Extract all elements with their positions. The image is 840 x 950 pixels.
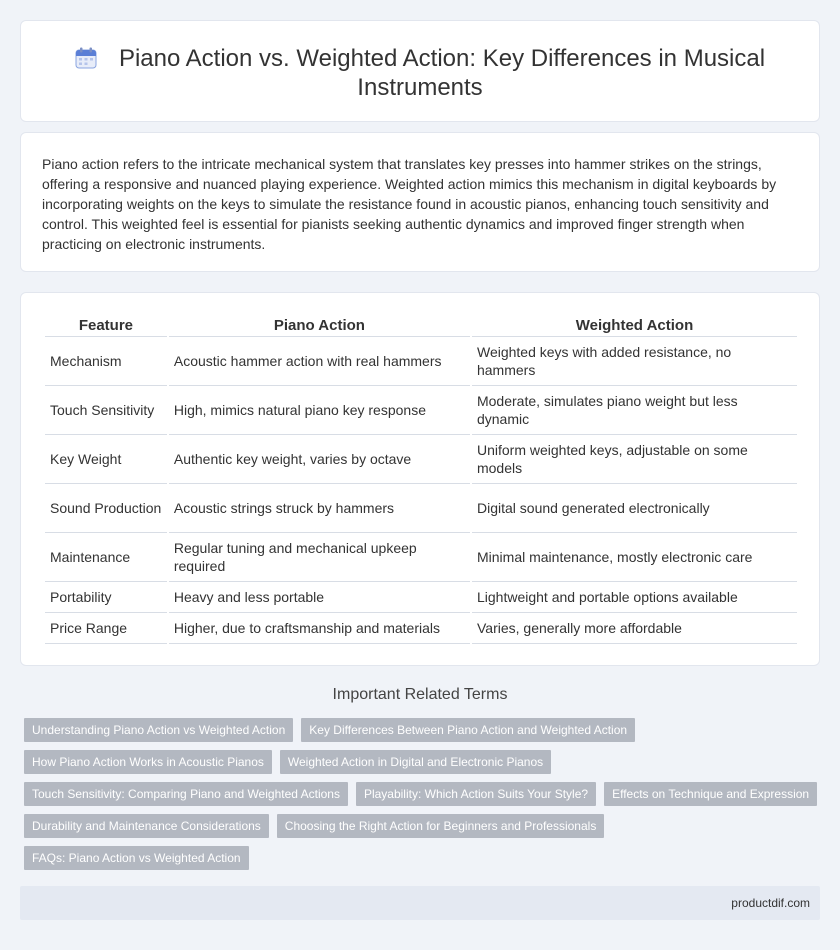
weighted-action-cell: Moderate, simulates piano weight but less dynamic [472,386,797,435]
weighted-action-cell: Varies, generally more affordable [472,613,797,644]
feature-cell: Key Weight [45,435,167,484]
feature-cell: Touch Sensitivity [45,386,167,435]
related-term-link[interactable]: FAQs: Piano Action vs Weighted Action [24,846,249,870]
related-term-link[interactable]: Understanding Piano Action vs Weighted Action [24,718,293,742]
piano-action-cell: Heavy and less portable [169,582,470,613]
table-row [45,533,797,582]
footer [20,886,820,920]
related-term-link[interactable]: Durability and Maintenance Considerations [24,814,269,838]
feature-cell: Price Range [45,613,167,644]
table-header-row [45,315,797,337]
piano-action-cell: High, mimics natural piano key response [169,386,470,435]
feature-cell: Portability [45,582,167,613]
related-term-link[interactable]: Choosing the Right Action for Beginners and Professionals [277,814,605,838]
related-terms-row [20,718,820,742]
table-row [45,613,797,644]
related-terms-row [20,782,820,806]
feature-cell: Maintenance [45,533,167,582]
weighted-action-cell: Lightweight and portable options available [472,582,797,613]
piano-action-cell: Acoustic hammer action with real hammers [169,337,470,386]
header-card [20,20,820,122]
related-terms-title: Important Related Terms [332,686,508,703]
footer-site-link[interactable]: productdif.com [731,896,810,910]
related-term-link[interactable]: Weighted Action in Digital and Electronic Pianos [280,750,551,774]
related-terms-row [20,814,820,838]
header-piano-action: Piano Action [169,315,470,337]
header-feature: Feature [45,315,167,337]
comparison-table-card [20,292,820,666]
weighted-action-cell: Uniform weighted keys, adjustable on some models [472,435,797,484]
intro-paragraph: Piano action refers to the intricate mechanical system that translates key presses into hammer strikes on the strings, offering a responsive and nuanced playing experience. Weighted action mimics this mechanism in digital keyboards by incorporating weights on the keys to simulate the resistance found in acoustic pianos, enhancing touch sensitivity and control. This weighted feel is essential for pianists seeking authentic dynamics and improved finger strength when practicing on electronic instruments. [42,156,777,252]
table-row [45,337,797,386]
related-term-link[interactable]: How Piano Action Works in Acoustic Pianos [24,750,272,774]
piano-action-cell: Regular tuning and mechanical upkeep required [169,533,470,582]
table-row [45,484,797,533]
table-row [45,582,797,613]
piano-action-cell: Acoustic strings struck by hammers [169,484,470,533]
comparison-table [43,315,799,644]
header-weighted-action: Weighted Action [472,315,797,337]
calendar-icon [75,47,97,69]
related-term-link[interactable]: Effects on Technique and Expression [604,782,817,806]
feature-cell: Sound Production [45,484,167,533]
related-terms-list [20,718,820,878]
weighted-action-cell: Minimal maintenance, mostly electronic care [472,533,797,582]
related-terms-row [20,750,820,774]
table-row [45,386,797,435]
related-term-link[interactable]: Touch Sensitivity: Comparing Piano and Weighted Actions [24,782,348,806]
related-term-link[interactable]: Playability: Which Action Suits Your Style? [356,782,596,806]
weighted-action-cell: Digital sound generated electronically [472,484,797,533]
related-terms-row [20,846,820,870]
related-term-link[interactable]: Key Differences Between Piano Action and Weighted Action [301,718,635,742]
piano-action-cell: Higher, due to craftsmanship and materials [169,613,470,644]
page-title: Piano Action vs. Weighted Action: Key Differences in Musical Instruments [118,45,766,101]
intro-card [20,132,820,272]
table-row [45,435,797,484]
feature-cell: Mechanism [45,337,167,386]
page-title-wrap [21,44,819,102]
weighted-action-cell: Weighted keys with added resistance, no hammers [472,337,797,386]
piano-action-cell: Authentic key weight, varies by octave [169,435,470,484]
